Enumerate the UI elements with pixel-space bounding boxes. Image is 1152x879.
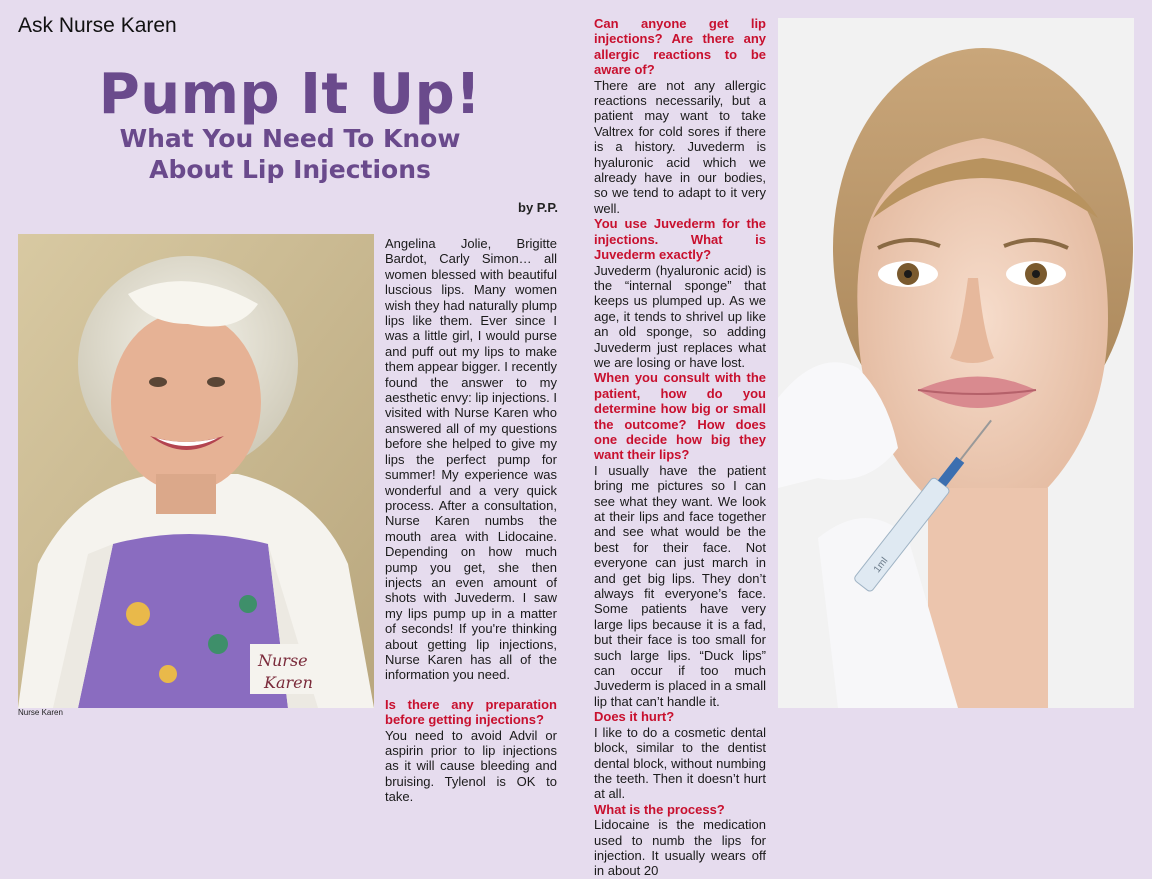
syringe-label: 1ml xyxy=(871,555,891,576)
answer-3: Juvederm (hyaluronic acid) is the “internal sponge” that keeps us plumped up. As we age, it tends to shrivel up like an old sponge, so adding Juvederm just replaces what we are losing or have lost. xyxy=(594,262,766,370)
model-photo xyxy=(778,18,1134,708)
question-5: Does it hurt? xyxy=(594,709,675,725)
section-label: Ask Nurse Karen xyxy=(18,14,177,37)
answer-4: I usually have the patient bring me pictures so I can see what they want. We look at their lips and face together and see what would be the best for their face. Not everyone can just march in and get big lips. They don’t always fit everyone’s face. Some patients have very large lips because it is a fad, but their face is too small for such large lips. “Duck lips” can occur if too much Juvederm is placed in a small lip that can’t handle it. xyxy=(594,462,766,709)
answer-2: There are not any allergic reactions necessarily, but a patient may want to take Valtrex for cold sores if there is a history. Juvederm is hyaluronic acid which we already have in our bodies, so we tend to adapt to it very well. xyxy=(594,77,766,216)
intro-paragraph: Angelina Jolie, Brigitte Bardot, Carly Simon… all women blessed with beautiful luscious lips. Many women wish they had naturally plump lips like them. Ever since I was a little girl, I would purse and puff out my lips to make them appear bigger. I recently found the answer to my aesthetic envy: lip injections. I visited with Nurse Karen who answered all of my questions before she helped to give my lips the perfect pump for summer! My experience was wonderful and a very quick process. After a consultation, Nurse Karen numbs the mouth area with Lidocaine. Depending on how much pump you get, she then injects an even amount of shots with Juvederm. I saw my lips pump up in a matter of seconds! If you're thinking about getting lip injections, Nurse Karen has all of the information you need. xyxy=(385,236,557,683)
question-2: Can anyone get lip injections? Are there any allergic reactions to be aware of? xyxy=(594,16,766,78)
badge-text-line1: Nurse xyxy=(258,651,308,670)
byline: by P.P. xyxy=(518,200,558,215)
column-middle xyxy=(594,16,766,879)
badge-text-line2: Karen xyxy=(264,673,313,692)
nurse-photo xyxy=(18,234,374,708)
answer-1: You need to avoid Advil or aspirin prior to lip injections as it will cause bleeding and bruising. Tylenol is OK to take. xyxy=(385,727,557,805)
answer-6: Lidocaine is the medication used to numb the lips for injection. It usually wears off in about 20 xyxy=(594,817,766,879)
question-1: Is there any preparation before getting injections? xyxy=(385,696,557,728)
question-3: You use Juvederm for the injections. What is Juvederm exactly? xyxy=(594,216,766,263)
answer-5: I like to do a cosmetic dental block, similar to the dentist dental block, without numbing the teeth. Then it doesn’t hurt at all. xyxy=(594,724,766,802)
photo-caption: Nurse Karen xyxy=(18,708,63,717)
subtitle-line-2: About Lip Injections xyxy=(149,154,431,184)
question-6: What is the process? xyxy=(594,801,725,817)
question-4: When you consult with the patient, how do you determine how big or small the outcome? How does one decide how big they want their lips? xyxy=(594,370,766,463)
article-subtitle xyxy=(40,124,540,186)
article-title: Pump It Up! xyxy=(98,62,482,127)
column-left xyxy=(385,236,557,805)
subtitle-line-1: What You Need To Know xyxy=(119,124,461,153)
